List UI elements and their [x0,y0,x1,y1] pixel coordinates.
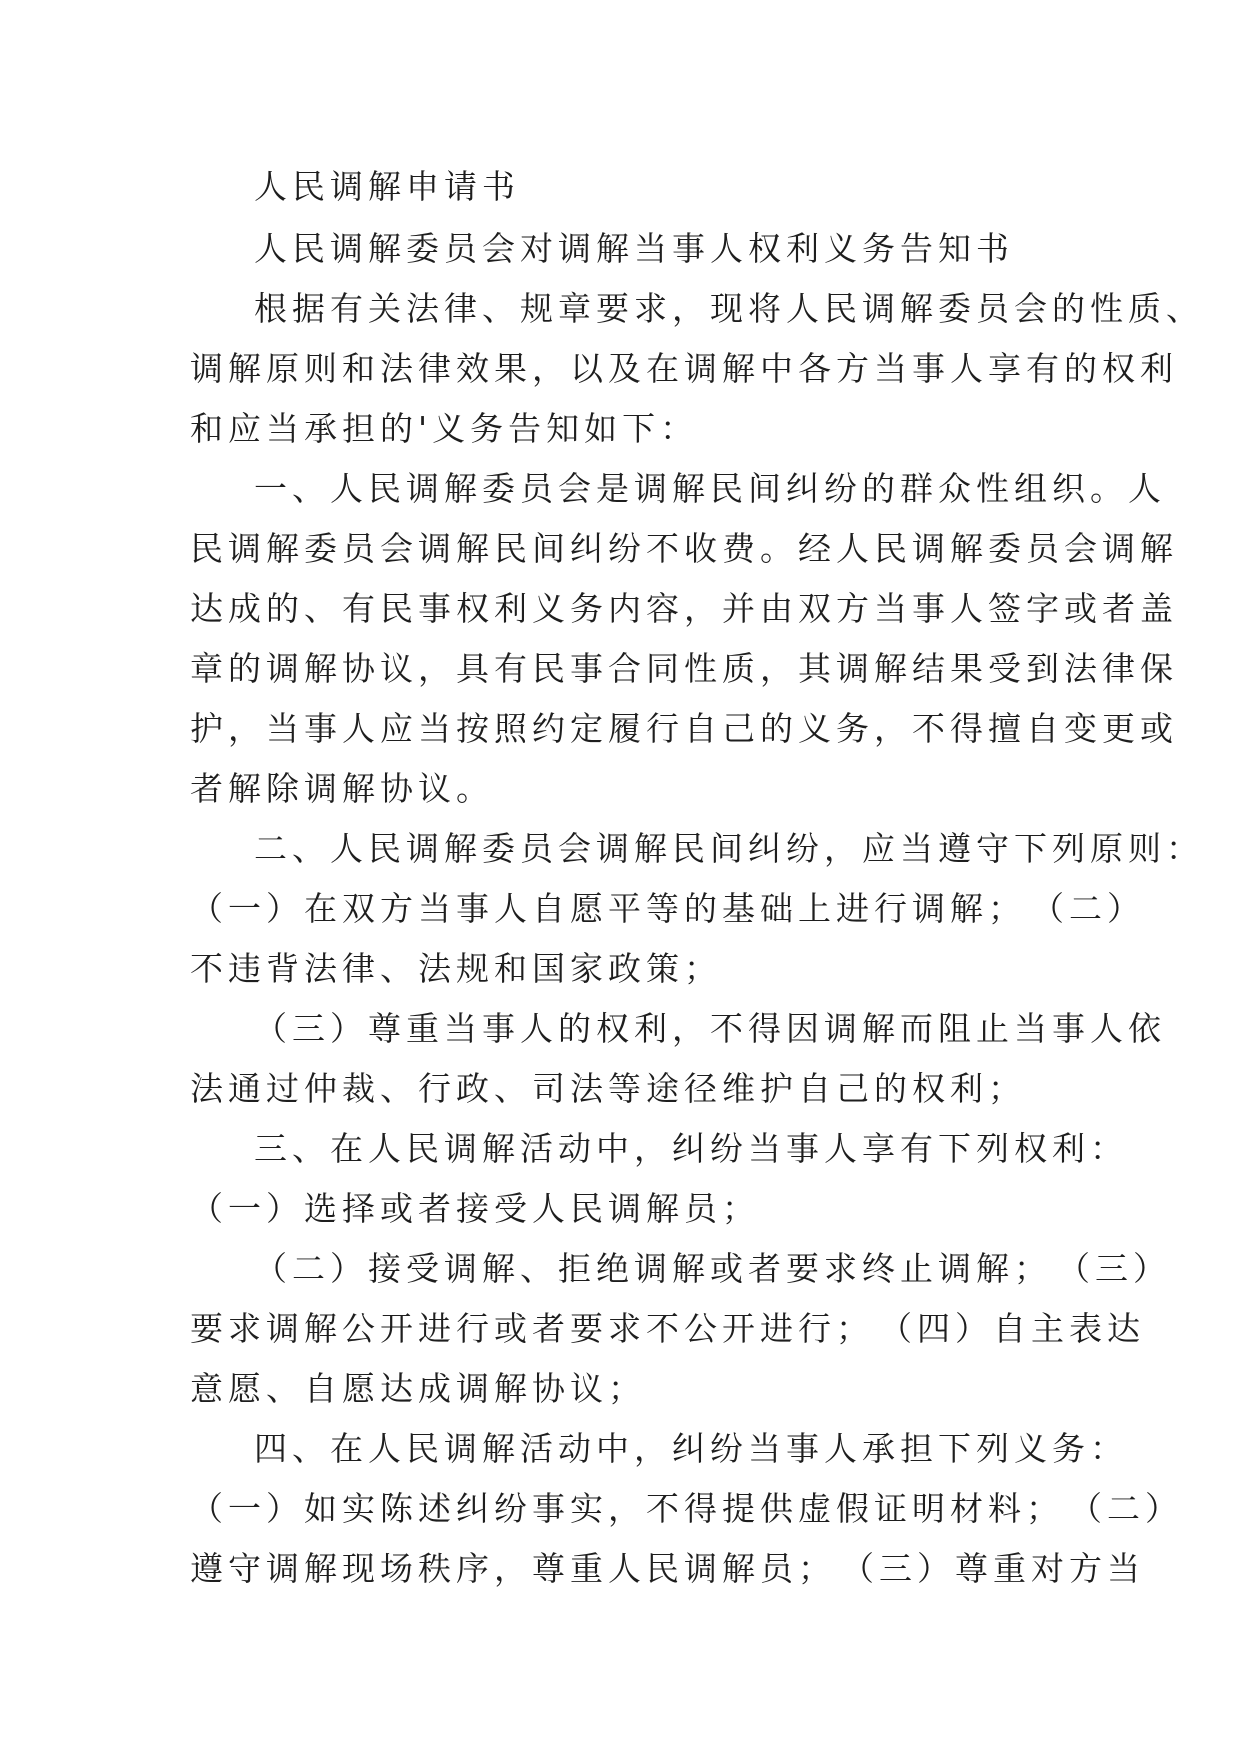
paragraph-line: （一）如实陈述纠纷事实，不得提供虚假证明材料； （二） [190,1489,1183,1528]
paragraph-line: （三）尊重当事人的权利，不得因调解而阻止当事人依 [254,1009,1166,1048]
paragraph-line: 要求调解公开进行或者要求不公开进行； （四）自主表达 [190,1309,1145,1348]
paragraph-line: 法通过仲裁、行政、司法等途径维护自己的权利； [190,1069,1026,1108]
document-title: 人民调解申请书 [254,167,520,206]
paragraph-line: 民调解委员会调解民间纠纷不收费。经人民调解委员会调解 [190,529,1178,568]
paragraph-line: （一）选择或者接受人民调解员； [190,1189,760,1228]
paragraph-line: 调解原则和法律效果，以及在调解中各方当事人享有的权利 [190,349,1178,388]
paragraph-line: （一）在双方当事人自愿平等的基础上进行调解； （二） [190,889,1145,928]
paragraph-line: 根据有关法律、规章要求，现将人民调解委员会的性质、 [254,289,1204,328]
paragraph-line: （二）接受调解、拒绝调解或者要求终止调解； （三） [254,1249,1171,1288]
paragraph-line: 意愿、自愿达成调解协议； [190,1369,646,1408]
paragraph-line: 章的调解协议，具有民事合同性质，其调解结果受到法律保 [190,649,1178,688]
paragraph-line: 者解除调解协议。 [190,769,494,808]
paragraph-line: 和应当承担的'义务告知如下： [190,409,699,448]
paragraph-line: 一、人民调解委员会是调解民间纠纷的群众性组织。人 [254,469,1166,508]
notice-heading: 人民调解委员会对调解当事人权利义务告知书 [254,229,1014,268]
paragraph-line: 不违背法律、法规和国家政策； [190,949,722,988]
paragraph-line: 护，当事人应当按照约定履行自己的义务，不得擅自变更或 [190,709,1178,748]
paragraph-line: 二、人民调解委员会调解民间纠纷，应当遵守下列原则： [254,829,1204,868]
paragraph-line: 四、在人民调解活动中，纠纷当事人承担下列义务： [254,1429,1128,1468]
paragraph-line: 三、在人民调解活动中，纠纷当事人享有下列权利： [254,1129,1128,1168]
paragraph-line: 遵守调解现场秩序，尊重人民调解员； （三）尊重对方当 [190,1549,1145,1588]
paragraph-line: 达成的、有民事权利义务内容，并由双方当事人签字或者盖 [190,589,1178,628]
